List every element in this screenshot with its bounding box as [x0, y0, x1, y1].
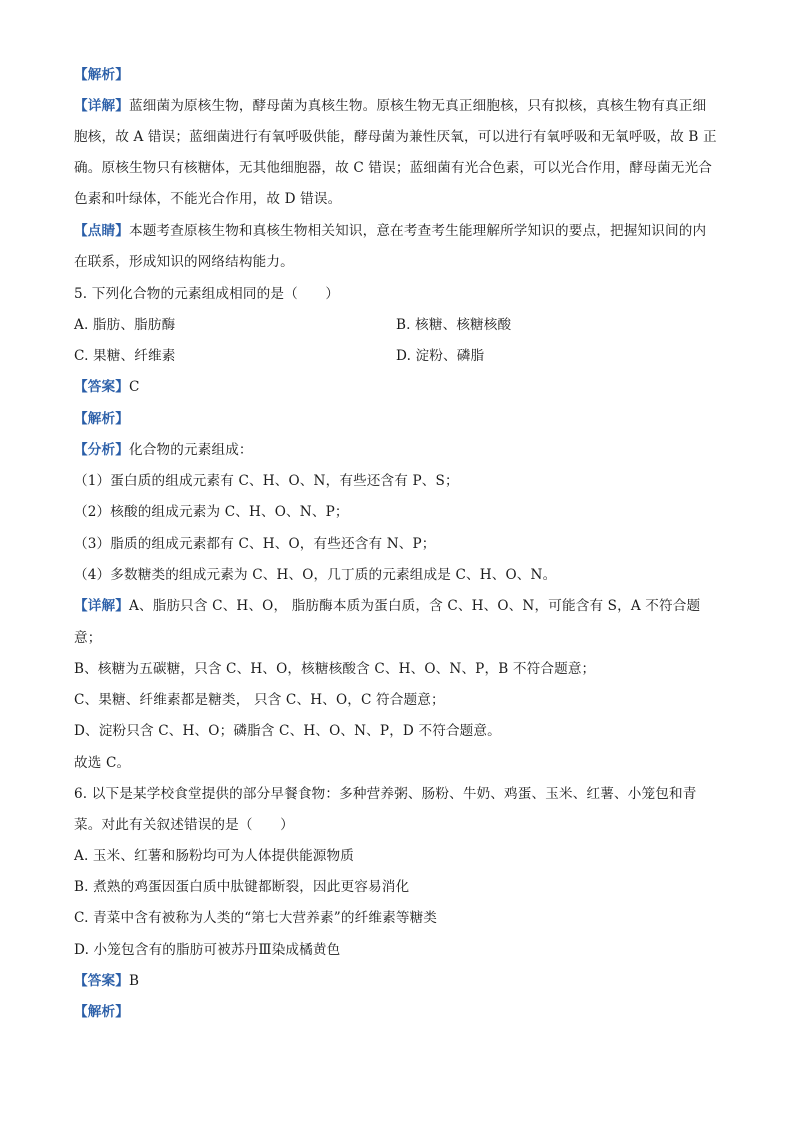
- option-b: B. 核糖、核糖核酸: [396, 317, 512, 333]
- option-d: [74, 940, 724, 960]
- question-6-stem-cont: [74, 815, 724, 835]
- text-line: [74, 721, 724, 741]
- question-6-stem: [74, 784, 724, 804]
- text-line: [74, 471, 724, 491]
- line-text: 故选 C。: [74, 755, 131, 771]
- text-line: [74, 158, 724, 178]
- text-line: [74, 690, 724, 710]
- line-text: B、核糖为五碳糖，只含 C、H、O，核糖核酸含 C、H、O、N、P，B 不符合题意；: [74, 661, 596, 677]
- line-text: 色素和叶绿体，不能光合作用，故 D 错误。: [74, 191, 342, 207]
- question-5-options-cd: [74, 346, 724, 366]
- text-line: [74, 628, 724, 648]
- line-text: A. 玉米、红薯和肠粉均可为人体提供能源物质: [74, 848, 355, 864]
- section-tag: 【解析】: [74, 411, 129, 427]
- line-text: 化合物的元素组成：: [128, 442, 253, 458]
- section-tag: 【答案】: [74, 379, 129, 395]
- answer-value: B: [128, 973, 140, 989]
- line-text: （4）多数糖类的组成元素为 C、H、O，几丁质的元素组成是 C、H、O、N。: [74, 567, 557, 583]
- text-line: [74, 189, 724, 209]
- line-text: A、脂肪只含 C、H、O， 脂肪酶本质为蛋白质，含 C、H、O、N，可能含有 S，A 不符合题: [128, 598, 701, 614]
- line-text: C. 青菜中含有被称为人类的“第七大营养素”的纤维素等糖类: [74, 910, 438, 926]
- line-text: 5. 下列化合物的元素组成相同的是（ ）: [74, 286, 340, 302]
- text-line: [74, 221, 724, 241]
- line-text: 意；: [74, 630, 102, 646]
- option-a: A. 脂肪、脂肪酶: [74, 317, 176, 333]
- line-text: C、果糖、纤维素都是糖类， 只含 C、H、O，C 符合题意；: [74, 692, 445, 708]
- text-line: [74, 596, 724, 616]
- section-tag: 【解析】: [74, 1004, 129, 1020]
- line-text: 蓝细菌为原核生物，酵母菌为真核生物。原核生物无真正细胞核，只有拟核，真核生物有真正细: [128, 98, 707, 114]
- text-line: [74, 753, 724, 773]
- text-line: [74, 502, 724, 522]
- line-text: B. 煮熟的鸡蛋因蛋白质中肽键都断裂，因此更容易消化: [74, 879, 410, 895]
- section-tag: 【答案】: [74, 973, 129, 989]
- answer-line: [74, 377, 724, 397]
- option-d: D. 淀粉、磷脂: [396, 348, 485, 364]
- line-text: 确。原核生物只有核糖体，无其他细胞器，故 C 错误；蓝细菌有光合色素，可以光合作用，酵母菌无光合: [74, 160, 712, 176]
- section-tag: 【详解】: [74, 98, 129, 114]
- line-text: 本题考查原核生物和真核生物相关知识，意在考查考生能理解所学知识的要点，把握知识间的内: [128, 223, 707, 239]
- line-text: （2）核酸的组成元素为 C、H、O、N、P；: [74, 504, 349, 520]
- question-5-stem: [74, 284, 724, 304]
- section-tag: 【详解】: [74, 598, 129, 614]
- line-text: （1）蛋白质的组成元素有 C、H、O、N，有些还含有 P、S；: [74, 473, 459, 489]
- line-text: D. 小笼包含有的脂肪可被苏丹Ⅲ染成橘黄色: [74, 942, 341, 958]
- answer-value: C: [128, 379, 140, 395]
- option-a: [74, 846, 724, 866]
- section-tag: 【点睛】: [74, 223, 129, 239]
- line-text: 菜。对此有关叙述错误的是（ ）: [74, 817, 294, 833]
- option-c: C. 果糖、纤维素: [74, 348, 176, 364]
- text-line: [74, 659, 724, 679]
- text-line: [74, 440, 724, 460]
- line-text: 在联系，形成知识的网络结构能力。: [74, 254, 294, 270]
- text-line: [74, 96, 724, 116]
- text-line: [74, 252, 724, 272]
- text-line: [74, 565, 724, 585]
- line-text: 6. 以下是某学校食堂提供的部分早餐食物：多种营养粥、肠粉、牛奶、鸡蛋、玉米、红薯、小笼包和青: [74, 786, 697, 802]
- line-text: 胞核，故 A 错误；蓝细菌进行有氧呼吸供能，酵母菌为兼性厌氧，可以进行有氧呼吸和无氧呼吸，故 B 正: [74, 129, 717, 145]
- text-line: [74, 127, 724, 147]
- section-tag: 【分析】: [74, 442, 129, 458]
- text-line: [74, 534, 724, 554]
- text-line: [74, 409, 724, 429]
- line-text: D、淀粉只含 C、H、O；磷脂含 C、H、O、N、P，D 不符合题意。: [74, 723, 501, 739]
- option-b: [74, 877, 724, 897]
- text-line: [74, 65, 724, 85]
- answer-line: [74, 971, 724, 991]
- question-5-options-ab: [74, 315, 724, 335]
- text-line: [74, 1002, 724, 1022]
- line-text: （3）脂质的组成元素都有 C、H、O，有些还含有 N、P；: [74, 536, 436, 552]
- section-tag: 【解析】: [74, 67, 129, 83]
- option-c: [74, 908, 724, 928]
